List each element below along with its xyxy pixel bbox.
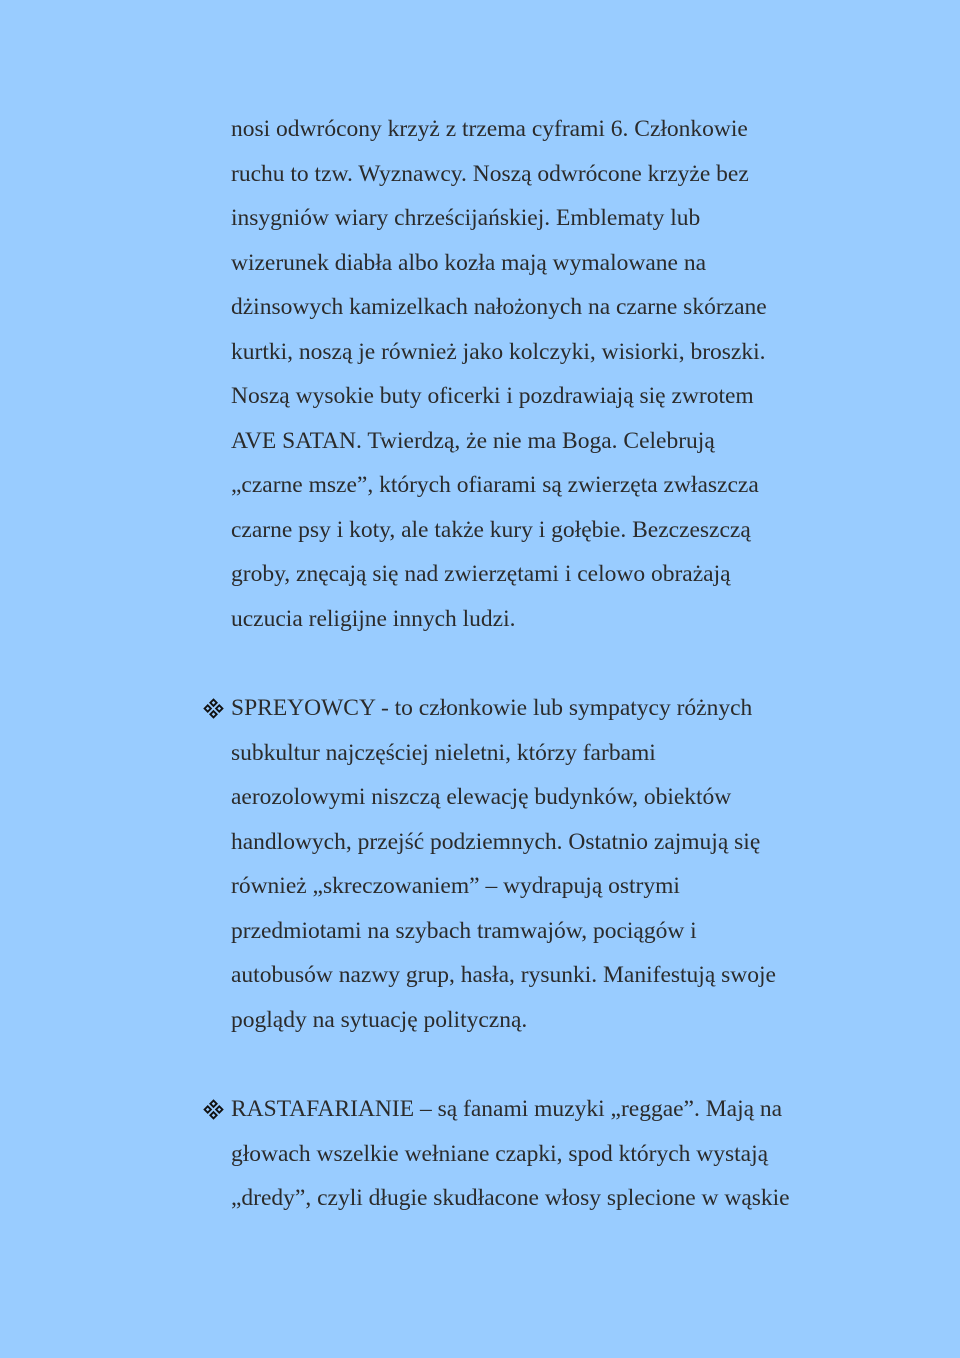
text-line: ruchu to tzw. Wyznawcy. Noszą odwrócone krzyże bez: [231, 160, 749, 187]
four-diamond-bullet-icon: [201, 1087, 225, 1132]
text-line: dżinsowych kamizelkach nałożonych na czarne skórzane: [231, 294, 767, 320]
text-line: przedmiotami na szybach tramwajów, pociągów i: [231, 917, 697, 944]
text-line: SPREYOWCY - to członkowie lub sympatycy różnych: [231, 695, 753, 721]
text-line: subkultur najczęściej nieletni, którzy farbami: [231, 739, 656, 766]
text-line: uczucia religijne innych ludzi.: [231, 605, 516, 632]
text-line: czarne psy i koty, ale także kury i gołębie. Bezczeszczą: [231, 516, 751, 543]
text-line: groby, znęcają się nad zwierzętami i celowo obrażają: [231, 561, 731, 587]
text-line: „dredy”, czyli długie skudłacone włosy splecione w wąskie: [231, 1185, 790, 1211]
text-line: Noszą wysokie buty oficerki i pozdrawiają się zwrotem: [231, 383, 754, 409]
text-line: kurtki, noszą je również jako kolczyki, wisiorki, broszki.: [231, 338, 766, 365]
paragraph-rastafarianie: [231, 1087, 871, 1221]
text-line: RASTAFARIANIE – są fanami muzyki „reggae”. Mają na: [231, 1096, 783, 1122]
text-line: „czarne msze”, których ofiarami są zwierzęta zwłaszcza: [231, 472, 759, 498]
text-line: głowach wszelkie wełniane czapki, spod których wystają: [231, 1140, 769, 1167]
text-line: AVE SATAN. Twierdzą, że nie ma Boga. Celebrują: [231, 427, 715, 454]
four-diamond-bullet-icon: [201, 686, 225, 731]
text-line: nosi odwrócony krzyż z trzema cyframi 6. Członkowie: [231, 116, 748, 142]
text-line: poglądy na sytuację polityczną.: [231, 1006, 528, 1033]
text-line: aerozolowymi niszczą elewację budynków, obiektów: [231, 784, 732, 810]
text-line: wizerunek diabła albo kozła mają wymalowane na: [231, 249, 707, 276]
paragraph-spreyowcy: [231, 686, 871, 1042]
text-line: również „skreczowaniem” – wydrapują ostrymi: [231, 873, 680, 899]
text-line: handlowych, przejść podziemnych. Ostatnio zajmują się: [231, 828, 761, 855]
text-line: autobusów nazwy grup, hasła, rysunki. Manifestują swoje: [231, 962, 776, 988]
text-line: insygniów wiary chrześcijańskiej. Emblematy lub: [231, 205, 701, 231]
paragraph-satanists: [231, 107, 871, 641]
